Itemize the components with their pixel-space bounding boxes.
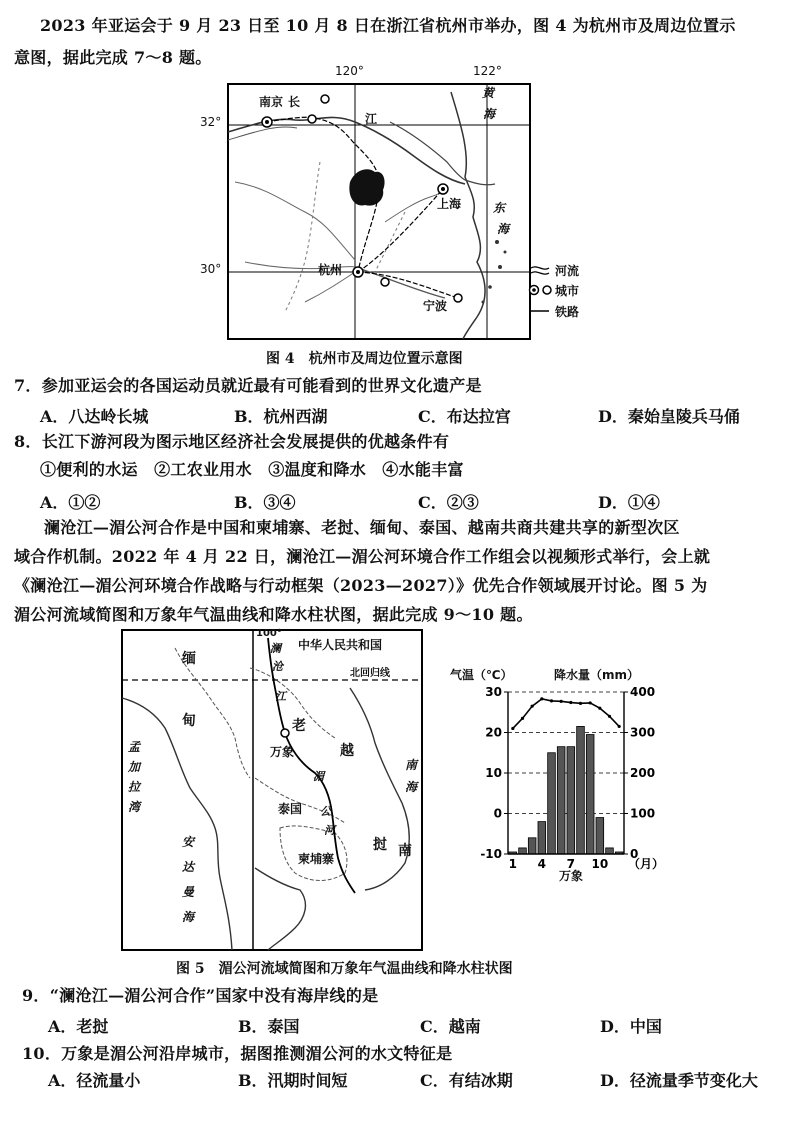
temp-tick-label: 10 <box>485 766 502 780</box>
chart-ylabel-right: 降水量（mm） <box>554 668 640 682</box>
cambodia-label: 柬埔寨 <box>298 852 335 866</box>
intro2-line1: 澜沧江—湄公河合作是中国和柬埔寨、老挝、缅甸、泰国、越南共商共建共享的新型次区 <box>44 518 680 537</box>
scs-label-1: 南 <box>405 758 418 772</box>
chang-label: 长 <box>288 95 301 109</box>
lancang-label-2: 沧 <box>272 660 283 673</box>
precip-bar-11 <box>606 848 614 854</box>
temperature-point-8 <box>579 702 582 705</box>
andaman-label-1: 安 <box>182 835 195 849</box>
q10-stem: 10．万象是湄公河沿岸城市，据图推测湄公河的水文特征是 <box>22 1044 453 1063</box>
intro2-line4: 湄公河流域简图和万象年气温曲线和降水柱状图，据此完成 9～10 题。 <box>14 605 533 624</box>
month-tick-label: 10 <box>591 857 609 871</box>
legend-city-label: 城市 <box>555 284 580 298</box>
figure5-caption: 图 5 湄公河流域简图和万象年气温曲线和降水柱状图 <box>176 961 513 977</box>
andaman-label-3: 曼 <box>182 885 195 899</box>
temperature-point-6 <box>560 700 563 703</box>
temp-tick-label: -10 <box>480 847 502 861</box>
temperature-point-2 <box>521 717 524 720</box>
bengal-label-3: 拉 <box>128 780 141 794</box>
q8-option-d: D．①④ <box>598 493 660 512</box>
month-tick-label: 7 <box>566 857 576 871</box>
donghai-label-1: 东 <box>493 201 506 215</box>
huanghai-label-1: 黄 <box>482 86 495 100</box>
tropic-label: 北回归线 <box>350 668 390 679</box>
q8-option-c: C．②③ <box>418 493 479 512</box>
q9-option-b: B．泰国 <box>238 1017 300 1036</box>
precip-tick-label: 100 <box>630 806 656 821</box>
vientiane-city-marker <box>281 729 289 737</box>
q8-items: ①便利的水运 ②工农业用水 ③温度和降水 ④水能丰富 <box>40 460 464 479</box>
donghai-label-2: 海 <box>497 222 510 236</box>
temp-tick-label: 0 <box>493 806 502 821</box>
intro1-line2: 意图，据此完成 7～8 题。 <box>14 48 212 67</box>
temperature-point-4 <box>540 697 543 700</box>
figure5-map <box>120 628 426 954</box>
q9-option-d: D．中国 <box>600 1017 662 1036</box>
jiang-label: 江 <box>365 112 378 126</box>
china-label: 中华人民共和国 <box>298 638 383 652</box>
temperature-point-10 <box>598 707 601 710</box>
temperature-point-9 <box>589 701 592 704</box>
q9-stem: 9．“澜沧江—湄公河合作”国家中没有海岸线的是 <box>22 986 379 1005</box>
precip-tick-label: 200 <box>630 766 656 780</box>
hangzhou-label: 杭州 <box>318 263 343 277</box>
lon-100-label: 100° <box>256 628 282 639</box>
vietnam-label-1: 越 <box>340 743 354 759</box>
lat-30-label: 30° <box>200 262 222 276</box>
temp-tick-label: 30 <box>485 685 502 699</box>
temperature-point-12 <box>618 725 621 728</box>
intro2-line3: 《澜沧江—湄公河环境合作战略与行动框架（2023—2027）》优先合作领域展开讨论。图 5 为 <box>14 576 708 595</box>
q7-option-c: C．布达拉宫 <box>418 407 511 426</box>
andaman-label-2: 达 <box>182 860 195 874</box>
month-tick-label: 4 <box>537 857 547 871</box>
vietnam-label-2: 南 <box>398 843 412 859</box>
q10-option-d: D．径流量季节变化大 <box>600 1071 758 1090</box>
q9-option-a: A．老挝 <box>48 1017 109 1036</box>
shanghai-label: 上海 <box>437 197 462 211</box>
chart-location-label: 万象 <box>559 869 584 883</box>
q8-stem: 8．长江下游河段为图示地区经济社会发展提供的优越条件有 <box>14 432 450 451</box>
bengal-label-1: 孟 <box>128 740 141 754</box>
lancang-label-3: 江 <box>275 690 286 703</box>
nanjing-label: 南京 <box>259 95 284 109</box>
burma-label-1: 缅 <box>182 651 196 667</box>
scs-label-2: 海 <box>405 780 418 794</box>
q10-option-c: C．有结冰期 <box>420 1071 513 1090</box>
precip-bar-6 <box>557 747 565 854</box>
q10-option-a: A．径流量小 <box>48 1071 141 1090</box>
bengal-label-2: 加 <box>128 760 141 774</box>
hangzhou-city-marker <box>353 267 363 277</box>
precip-tick-label: 0 <box>630 847 639 861</box>
temp-tick-label: 20 <box>485 725 502 740</box>
precip-bar-10 <box>596 818 604 854</box>
ningbo-label: 宁波 <box>423 299 448 313</box>
nanjing-city-marker <box>262 117 272 127</box>
burma-label-2: 甸 <box>182 713 196 729</box>
legend-railway-label: 铁路 <box>555 305 580 319</box>
temperature-point-1 <box>511 727 514 730</box>
q8-option-b: B．③④ <box>234 493 296 512</box>
temperature-line <box>513 699 619 729</box>
precip-bar-5 <box>548 753 556 854</box>
figure4-caption: 图 4 杭州市及周边位置示意图 <box>266 351 463 367</box>
precip-tick-label: 300 <box>630 725 656 740</box>
bengal-label-4: 湾 <box>128 800 141 814</box>
q10-option-b: B．汛期时间短 <box>238 1071 348 1090</box>
precip-tick-label: 400 <box>630 685 656 699</box>
mekong-label-1: 湄 <box>313 770 324 783</box>
mekong-label-2: 公 <box>320 805 331 818</box>
q9-option-c: C．越南 <box>420 1017 481 1036</box>
thailand-label: 泰国 <box>278 802 303 816</box>
temperature-point-7 <box>569 701 572 704</box>
vientiane-climate-chart <box>444 662 664 892</box>
intro2-line2: 域合作机制。2022 年 4 月 22 日，澜沧江—湄公河环境合作工作组会以视频形式举行，会上就 <box>14 547 711 566</box>
figure4-map <box>200 62 605 352</box>
lat-32-label: 32° <box>200 115 222 129</box>
temperature-point-5 <box>550 699 553 702</box>
legend-river-label: 河流 <box>555 264 580 278</box>
precip-bar-8 <box>577 726 585 854</box>
laos-label-1: 老 <box>292 718 306 734</box>
mekong-label-3: 河 <box>324 824 335 837</box>
shanghai-city-marker <box>438 184 448 194</box>
chart-xlabel: （月） <box>628 857 664 871</box>
andaman-label-4: 海 <box>182 910 195 924</box>
q8-option-a: A．①② <box>40 493 101 512</box>
temperature-point-3 <box>531 705 534 708</box>
temperature-point-11 <box>608 715 611 718</box>
precip-bar-2 <box>519 848 527 854</box>
chart-ylabel-left: 气温（℃） <box>450 668 513 682</box>
lancang-label-1: 澜 <box>270 642 281 655</box>
precip-bar-9 <box>586 735 594 854</box>
huanghai-label-2: 海 <box>483 107 496 121</box>
q7-stem: 7．参加亚运会的各国运动员就近最有可能看到的世界文化遗产是 <box>14 376 482 395</box>
laos-label-2: 挝 <box>373 837 387 853</box>
q7-option-d: D．秦始皇陵兵马俑 <box>598 407 740 426</box>
vientiane-label: 万象 <box>270 745 295 759</box>
q7-option-a: A．八达岭长城 <box>40 407 149 426</box>
intro1-line1: 2023 年亚运会于 9 月 23 日至 10 月 8 日在浙江省杭州市举办，图 4 为杭州市及周边位置示 <box>40 16 736 35</box>
lon-122-label: 122° <box>473 64 502 78</box>
precip-bar-4 <box>538 822 546 854</box>
month-tick-label: 1 <box>508 857 518 871</box>
precip-bar-7 <box>567 747 575 854</box>
lon-120-label: 120° <box>335 64 364 78</box>
q7-option-b: B．杭州西湖 <box>234 407 328 426</box>
precip-bar-3 <box>528 838 536 854</box>
